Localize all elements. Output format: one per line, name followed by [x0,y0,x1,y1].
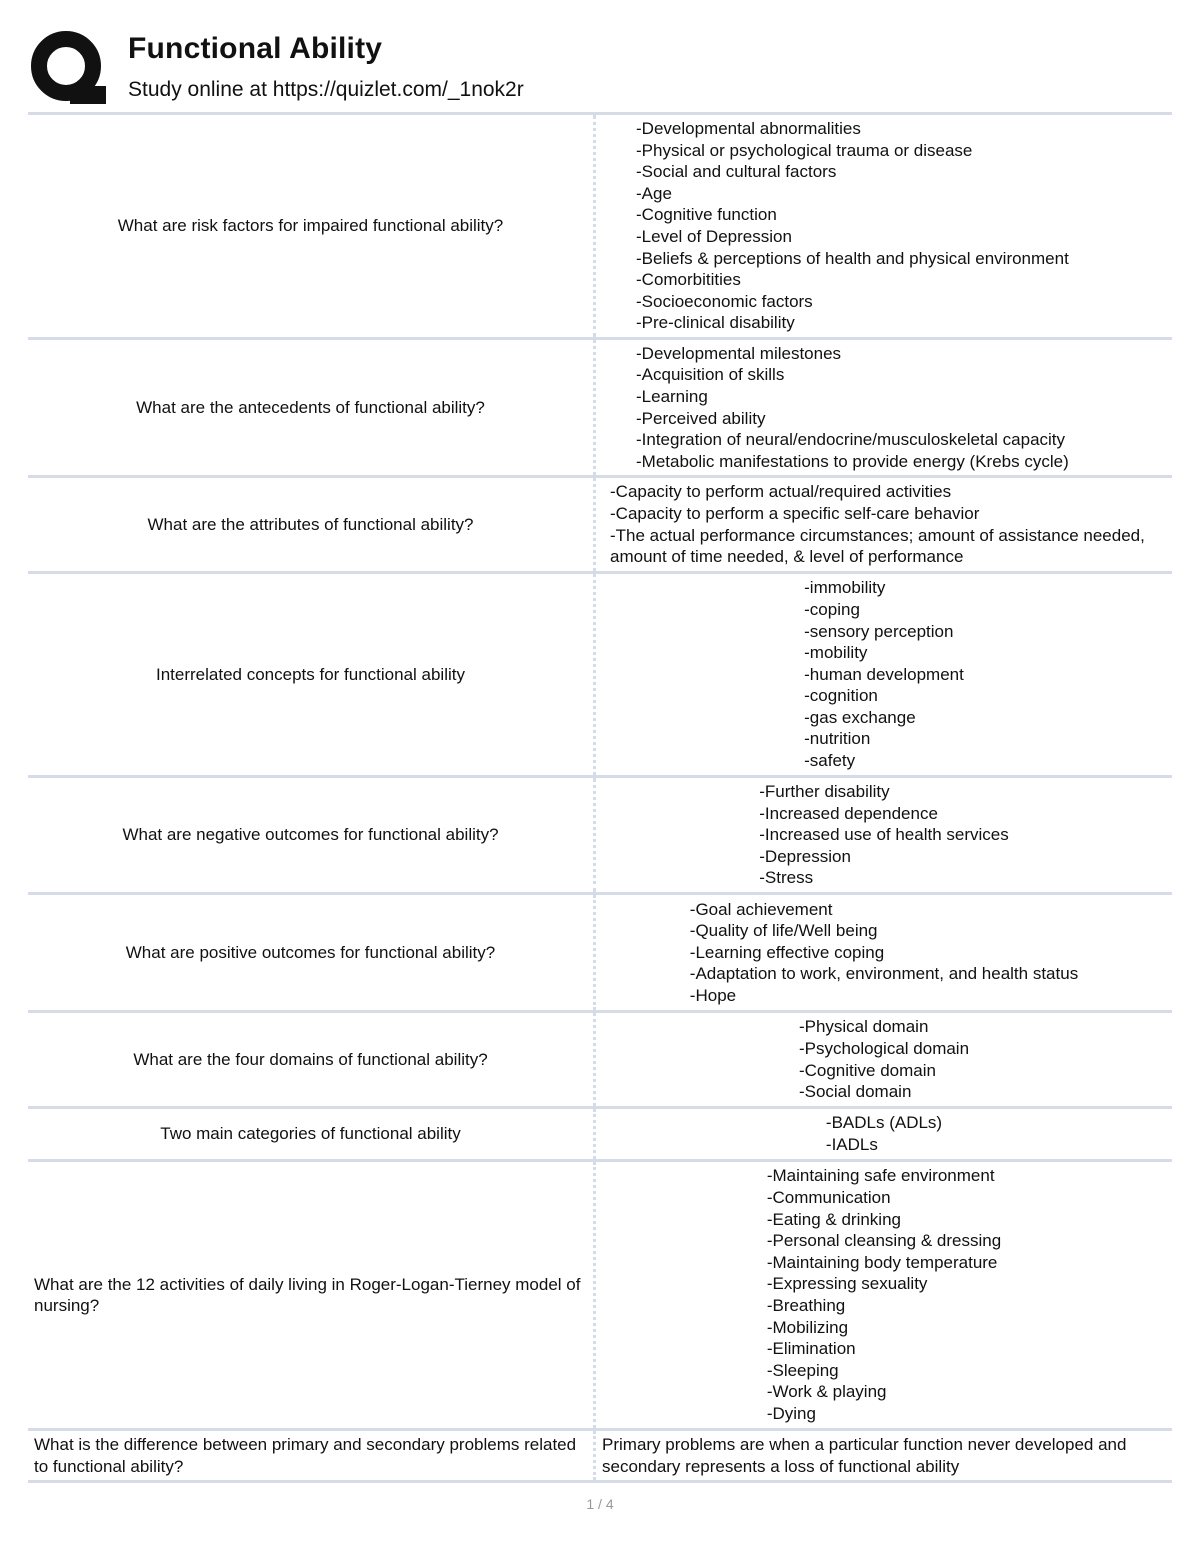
card-definition [596,778,1172,892]
definition-list [804,577,964,771]
list-item: -Goal achievement [689,899,833,919]
list-item: -Integration of neural/endocrine/musculoskeletal capacity [636,430,1066,450]
definition-list [636,343,1069,473]
flashcard-row [28,574,1172,778]
flashcard-row [28,1162,1172,1431]
list-item: -Maintaining body temperature [766,1252,998,1272]
card-term: What is the difference between primary and secondary problems related to functional ability? [28,1431,596,1480]
list-item: -Adaptation to work, environment, and health status [689,964,1079,984]
list-item: -Sleeping [766,1360,839,1380]
list-item: -IADLs [825,1135,878,1154]
card-term: What are the four domains of functional ability? [28,1013,596,1106]
card-term: What are positive outcomes for functional ability? [28,895,596,1010]
list-item: -Physical domain [798,1017,929,1037]
list-item: -Mobilizing [766,1317,849,1337]
card-term: What are the antecedents of functional ability? [28,340,596,475]
page-number: 1 / 4 [586,1496,614,1512]
list-item: -Stress [759,868,814,888]
flashcard-row [28,778,1172,895]
card-term: Interrelated concepts for functional ability [28,574,596,775]
list-item: -The actual performance circumstances; amount of assistance needed, amount of time needed, & level of performance [610,525,1145,567]
definition-list [610,481,1166,567]
list-item: -Psychological domain [798,1038,970,1058]
list-item: -mobility [804,643,868,663]
card-definition [596,574,1172,775]
page-header [30,28,1170,108]
definition-list [826,1112,942,1155]
list-item: -Increased dependence [759,803,938,823]
flashcard-row [28,1013,1172,1109]
flashcard-row [28,340,1172,478]
list-item: -Further disability [759,782,890,802]
list-item: -Work & playing [766,1382,887,1402]
definition-list [636,118,1069,334]
definition-list [690,899,1078,1007]
list-item: -Cognitive domain [798,1060,936,1080]
list-item: -Age [636,183,672,203]
list-item: -Eating & drinking [766,1209,901,1229]
list-item: -Capacity to perform actual/required activities [610,482,952,502]
list-item: -gas exchange [804,707,916,727]
list-item: -Comorbitities [636,270,741,290]
card-term: What are risk factors for impaired functional ability? [28,115,596,337]
list-item: -human development [804,664,964,684]
flashcard-table [28,112,1172,1483]
list-item: -Level of Depression [636,227,792,246]
card-term: What are the attributes of functional ability? [28,478,596,571]
list-item: -Learning [636,386,708,406]
list-item: -Learning effective coping [689,942,885,962]
flashcard-row [28,478,1172,574]
list-item: -Dying [766,1403,816,1423]
list-item: -immobility [804,578,886,598]
list-item: -Acquisition of skills [636,365,785,385]
list-item: -Hope [689,985,737,1005]
list-item: -nutrition [804,729,871,749]
list-item: -Perceived ability [636,408,766,428]
list-item: -Expressing sexuality [766,1274,928,1294]
study-link[interactable]: Study online at https://quizlet.com/_1nok2r [128,78,524,101]
card-definition [596,478,1172,571]
list-item: -Breathing [766,1296,846,1315]
flashcard-row [28,115,1172,340]
list-item: -Quality of life/Well being [689,921,878,941]
list-item: -cognition [804,686,878,706]
list-item: -Social and cultural factors [636,162,837,182]
list-item: -Elimination [766,1339,856,1359]
card-term: Two main categories of functional ability [28,1109,596,1159]
card-definition [596,895,1172,1010]
list-item: -Developmental milestones [636,343,842,363]
list-item: -Depression [759,846,851,866]
list-item: -coping [804,599,860,619]
list-item: -Capacity to perform a specific self-care behavior [610,503,980,523]
list-item: -Personal cleansing & dressing [766,1231,1002,1251]
list-item: -Physical or psychological trauma or disease [636,140,973,160]
quizlet-logo-icon [30,30,106,110]
list-item: -Cognitive function [636,205,777,225]
card-term: What are the 12 activities of daily living in Roger-Logan-Tierney model of nursing? [28,1162,596,1428]
list-item: -BADLs (ADLs) [825,1113,943,1133]
list-item: -Increased use of health services [759,825,1009,845]
list-item: -sensory perception [804,621,954,641]
list-item: -Beliefs & perceptions of health and physical environment [636,248,1069,268]
list-item: -Developmental abnormalities [636,119,861,139]
list-item: -Socioeconomic factors [636,291,813,311]
definition-list [759,781,1008,889]
page-title: Functional Ability [128,32,383,65]
definition-list [799,1016,969,1102]
card-definition [596,1431,1172,1480]
card-term: What are negative outcomes for functional ability? [28,778,596,892]
list-item: -Social domain [798,1082,912,1102]
flashcard-row [28,1109,1172,1162]
definition-text: Primary problems are when a particular function never developed and secondary represents a loss of functional ability [602,1434,1127,1476]
card-definition [596,1013,1172,1106]
definition-list [767,1165,1001,1424]
flashcard-row [28,895,1172,1013]
card-definition [596,340,1172,475]
list-item: -safety [804,751,856,771]
list-item: -Maintaining safe environment [766,1166,995,1186]
list-item: -Communication [766,1188,891,1208]
card-definition [596,1109,1172,1159]
card-definition [596,1162,1172,1428]
card-definition [596,115,1172,337]
list-item: -Pre-clinical disability [636,313,795,333]
flashcard-row [28,1431,1172,1483]
list-item: -Metabolic manifestations to provide energy (Krebs cycle) [636,451,1069,471]
